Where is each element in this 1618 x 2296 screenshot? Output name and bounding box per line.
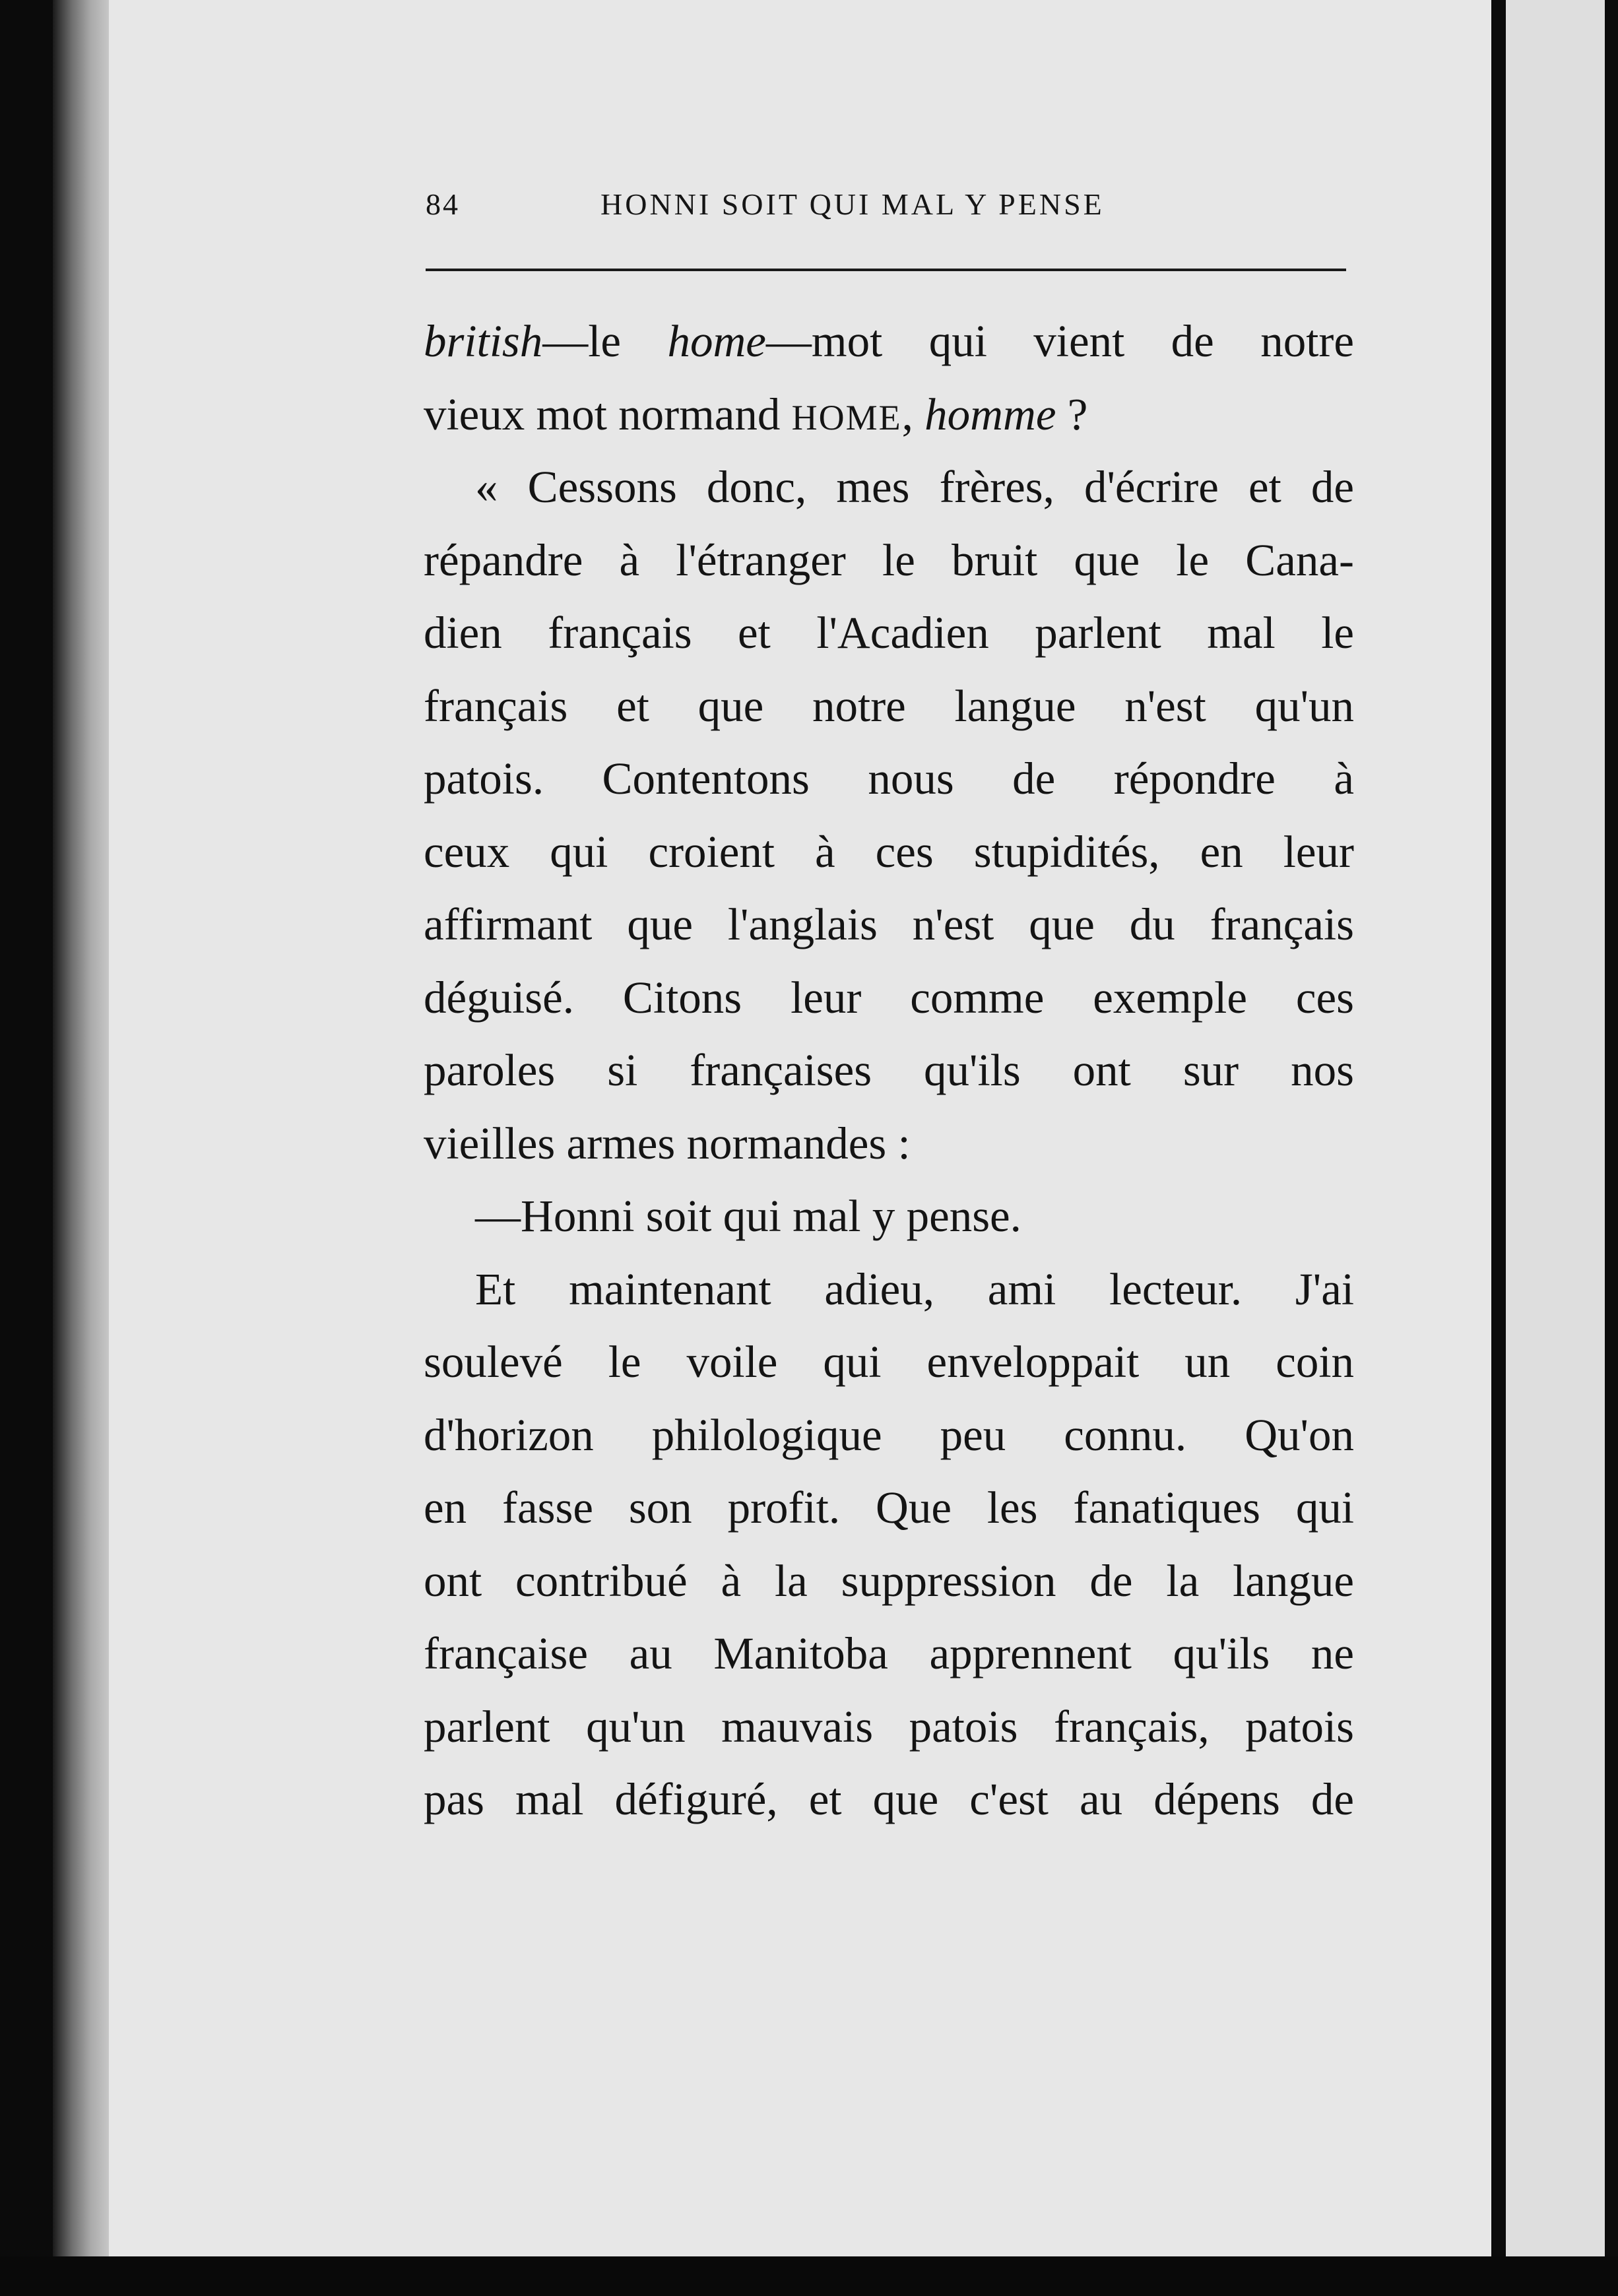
text-line: pas mal défiguré, et que c'est au dépens de xyxy=(424,1774,1354,1824)
text-line: « Cessons donc, mes frères, d'écrire et de xyxy=(475,462,1354,512)
text-line: français et que notre langue n'est qu'un xyxy=(424,680,1354,731)
text-line: parlent qu'un mauvais patois français, patois xyxy=(424,1701,1354,1752)
body-text xyxy=(424,305,1354,1836)
header-rule xyxy=(426,269,1346,271)
italic-word: homme xyxy=(924,389,1056,439)
text-line: paroles si françaises qu'ils ont sur nos xyxy=(424,1045,1354,1095)
text-line: affirmant que l'anglais n'est que du français xyxy=(424,899,1354,949)
binding-edge xyxy=(53,0,115,2256)
small-caps-word: HOME xyxy=(791,397,902,437)
text-line: déguisé. Citons leur comme exemple ces xyxy=(424,972,1354,1023)
text-line: française au Manitoba apprennent qu'ils ne xyxy=(424,1628,1354,1678)
text-line: patois. Contentons nous de répondre à xyxy=(424,753,1354,804)
page-header xyxy=(426,187,1349,239)
italic-word: british xyxy=(424,316,543,366)
text-line: soulevé le voile qui enveloppait un coin xyxy=(424,1337,1354,1387)
text-line: vieux mot normand HOME, homme ? xyxy=(424,389,1088,439)
running-title: HONNI SOIT QUI MAL Y PENSE xyxy=(600,187,1105,221)
text-line: dien français et l'Acadien parlent mal le xyxy=(424,608,1354,658)
text-line: vieilles armes normandes : xyxy=(424,1118,911,1168)
text-line: répandre à l'étranger le bruit que le Cana- xyxy=(424,534,1354,585)
page-number: 84 xyxy=(426,187,460,221)
text-line: Et maintenant adieu, ami lecteur. J'ai xyxy=(475,1263,1354,1314)
text-line: ont contribué à la suppression de la langue xyxy=(424,1555,1354,1606)
text-line: en fasse son profit. Que les fanatiques qui xyxy=(424,1483,1354,1533)
text-line: ceux qui croient à ces stupidités, en leur xyxy=(424,826,1354,877)
text-line: —Honni soit qui mal y pense. xyxy=(475,1191,1021,1241)
facing-page-edge xyxy=(1506,0,1605,2256)
italic-word: home xyxy=(667,316,766,366)
scan-border xyxy=(0,2256,1618,2296)
text-line: british—le home—mot qui vient de notre xyxy=(424,316,1354,366)
text-line: d'horizon philologique peu connu. Qu'on xyxy=(424,1409,1354,1460)
